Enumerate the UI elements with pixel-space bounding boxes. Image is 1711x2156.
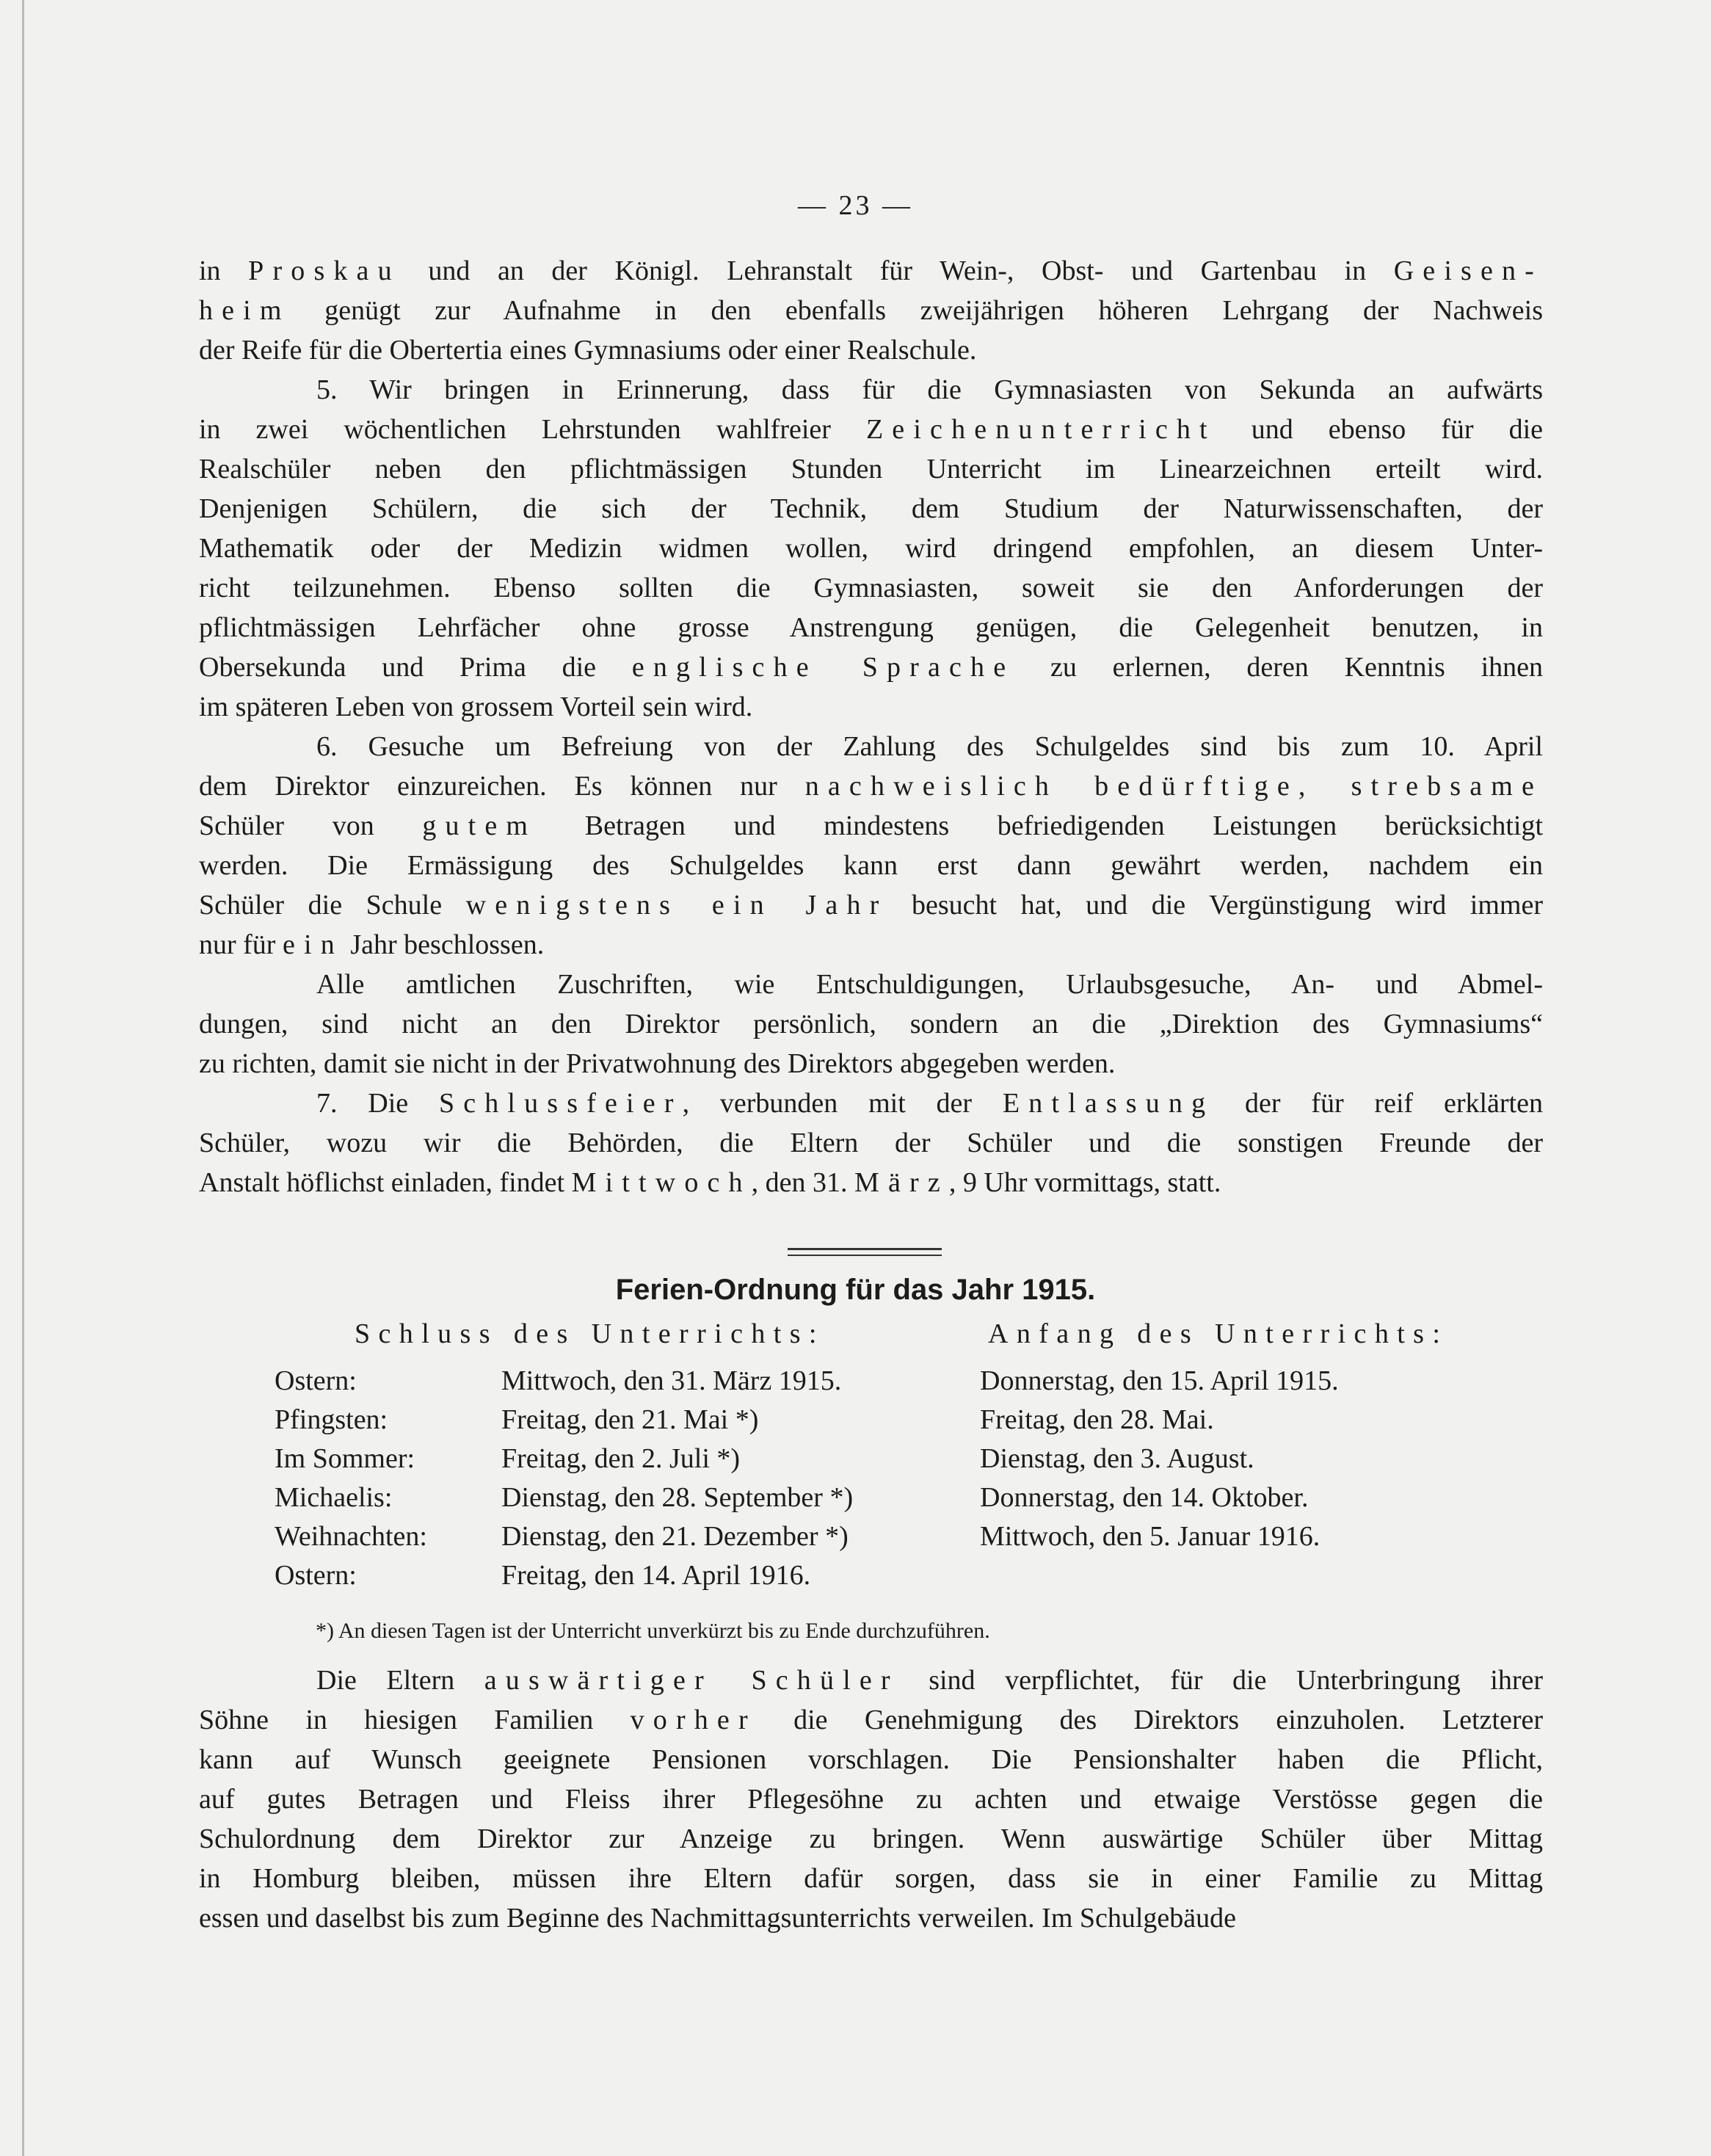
text-segment: Schulordnung dem Direktor zur Anzeige zu bringen. Wenn auswärtige Schüler über Mittag [199,1823,1543,1854]
text-segment: Betragen und mindestens befriedigenden Leistungen berücksichtigt [537,810,1543,841]
text-segment: nur für [199,929,283,960]
text-line [199,1819,1543,1859]
end-date: Freitag, den 2. Juli *) [501,1443,741,1474]
text-segment: in zwei wöchentlichen Lehrstunden wahlfreier [199,414,866,445]
text-segment: 7. Die [316,1088,439,1119]
text-segment: und ebenso für die [1216,414,1543,445]
text-segment: Alle amtlichen Zuschriften, wie Entschuldigungen, Urlaubsgesuche, An- und Abmel- [316,969,1543,1000]
end-date: Freitag, den 21. Mai *) [501,1404,759,1435]
text-segment: Schüler die Schule [199,890,466,921]
text-line [199,410,1543,449]
text-line [199,1660,1543,1700]
holiday-name: Michaelis: [275,1482,393,1513]
text-segment: die Genehmigung des Direktors einzuholen. Letzterer [756,1705,1543,1735]
text-segment: 6. Gesuche um Befreiung von der Zahlung des Schulgeldes sind bis zum 10. April [316,731,1543,762]
emphasized-text: ein [282,929,344,960]
emphasized-text: Schlussfeier [438,1088,683,1119]
section-divider [788,1248,942,1256]
text-line [199,330,1543,370]
text-line [199,1740,1543,1779]
emphasized-text: Geisen- [1393,255,1543,286]
end-date: Freitag, den 14. April 1916. [501,1560,811,1591]
text-segment: , den 31. [751,1167,855,1198]
text-line [199,1084,1543,1123]
text-line [199,1044,1543,1084]
text-segment: pflichtmässigen Lehrfächer ohne grosse Anstrengung genügen, die Gelegenheit benutzen, in [199,612,1543,643]
emphasized-text: englische Sprache [631,652,1015,683]
text-segment: Mathematik oder der Medizin widmen wollen, wird dringend empfohlen, an diesem Unter- [199,533,1543,564]
text-line [199,1700,1543,1740]
holiday-table-title: Ferien-Ordnung für das Jahr 1915. [615,1274,1096,1306]
text-segment: Obersekunda und Prima die [199,652,632,683]
text-line [199,925,1543,965]
end-date: Dienstag, den 21. Dezember *) [501,1521,849,1552]
start-date: Dienstag, den 3. August. [980,1443,1254,1474]
emphasized-text: März [854,1167,949,1198]
text-line [199,529,1543,568]
text-segment: der für reif erklärten [1214,1088,1543,1119]
start-date: Donnerstag, den 15. April 1915. [980,1365,1339,1396]
text-line [199,449,1543,489]
text-line [199,1859,1543,1898]
emphasized-text: auswärtiger Schüler [484,1665,899,1696]
text-line [199,291,1543,330]
text-segment: , verbunden mit der [682,1088,1003,1119]
text-line [199,251,1543,291]
text-segment: essen und daselbst bis zum Beginne des Nachmittagsunterrichts verweilen. Im Schulgebäude [199,1903,1237,1934]
text-segment: und an der Königl. Lehranstalt für Wein-, Obst- und Gartenbau in [400,255,1394,286]
text-line [199,1004,1543,1044]
emphasized-text: vorher [630,1705,757,1735]
text-segment: 5. Wir bringen in Erinnerung, dass für die Gymnasiasten von Sekunda an aufwärts [316,374,1543,405]
start-date: Freitag, den 28. Mai. [980,1404,1214,1435]
end-date: Dienstag, den 28. September *) [501,1482,854,1513]
emphasized-text: Entlassung [1002,1088,1215,1119]
text-segment: Schüler, wozu wir die Behörden, die Eltern der Schüler und die sonstigen Freunde der [199,1128,1543,1158]
holiday-name: Im Sommer: [275,1443,415,1474]
start-date: Mittwoch, den 5. Januar 1916. [980,1521,1321,1552]
end-date: Mittwoch, den 31. März 1915. [501,1365,842,1396]
emphasized-text: Zeichenunterricht [865,414,1216,445]
text-segment: der Reife für die Obertertia eines Gymnasiums oder einer Realschule. [199,335,977,366]
text-segment: richt teilzunehmen. Ebenso sollten die Gymnasiasten, soweit sie den Anforderungen der [199,573,1543,603]
text-line [199,766,1543,806]
header-start-of-classes: Anfang des Unterrichts: [988,1318,1449,1349]
holiday-name: Ostern: [275,1560,357,1591]
emphasized-text: Proskau [248,255,401,286]
text-segment: Söhne in hiesigen Familien [199,1705,631,1735]
text-segment: Denjenigen Schülern, die sich der Technik, dem Studium der Naturwissenschaften, der [199,493,1543,524]
text-line [199,647,1543,687]
emphasized-text: Mittwoch [571,1167,752,1198]
header-end-of-classes: Schluss des Unterrichts: [355,1318,825,1349]
scan-page-edge [22,0,24,2156]
text-line [199,489,1543,529]
text-segment: in [199,255,249,286]
text-segment: Anstalt höflichst einladen, findet [199,1167,572,1198]
text-line [199,1779,1543,1819]
text-segment: auf gutes Betragen und Fleiss ihrer Pflegesöhne zu achten und etwaige Verstösse gegen die [199,1784,1543,1815]
text-line [199,727,1543,766]
holiday-name: Ostern: [275,1365,357,1396]
text-segment: genügt zur Aufnahme in den ebenfalls zweijährigen höheren Lehrgang der Nachweis [290,295,1543,326]
emphasized-text: heim [199,295,291,326]
text-line [199,687,1543,727]
emphasized-text: gutem [422,810,537,841]
text-segment: Jahr beschlossen. [343,929,545,960]
text-segment: dungen, sind nicht an den Direktor persönlich, sondern an die „Direktion des Gymnasiums“ [199,1009,1543,1039]
text-segment: zu richten, damit sie nicht in der Privatwohnung des Direktors abgegeben werden. [199,1048,1116,1079]
text-line [199,568,1543,608]
text-line [199,370,1543,410]
text-line [199,1123,1543,1163]
footnote: *) An diesen Tagen ist der Unterricht unverkürzt bis zu Ende durchzuführen. [316,1619,990,1643]
text-segment: besucht hat, und die Vergünstigung wird immer [887,890,1543,921]
text-segment: Schüler von [199,810,423,841]
text-line [199,1163,1543,1202]
text-segment: , 9 Uhr vormittags, statt. [948,1167,1221,1198]
text-segment: werden. Die Ermässigung des Schulgeldes kann erst dann gewährt werden, nachdem ein [199,850,1543,881]
emphasized-text: nachweislich bedürftige, strebsame [804,771,1543,802]
text-line [199,846,1543,885]
text-segment: im späteren Leben von grossem Vorteil sein wird. [199,692,753,722]
holiday-name: Pfingsten: [275,1404,388,1435]
text-segment: Die Eltern [316,1665,484,1696]
emphasized-text: wenigstens ein Jahr [465,890,888,921]
text-segment: dem Direktor einzureichen. Es können nur [199,771,805,802]
text-line [199,885,1543,925]
holiday-name: Weihnachten: [275,1521,427,1552]
text-segment: sind verpflichtet, für die Unterbringung ihrer [898,1665,1543,1696]
start-date: Donnerstag, den 14. Oktober. [980,1482,1309,1513]
text-segment: Realschüler neben den pflichtmässigen Stunden Unterricht im Linearzeichnen erteilt wird. [199,454,1543,484]
page-number: — 23 — [798,190,913,221]
text-segment: in Homburg bleiben, müssen ihre Eltern dafür sorgen, dass sie in einer Familie zu Mittag [199,1863,1543,1894]
closing-paragraph [199,1660,1543,1938]
body-text [199,251,1543,1202]
text-line [199,806,1543,846]
text-segment: zu erlernen, deren Kenntnis ihnen [1014,652,1544,683]
text-segment: kann auf Wunsch geeignete Pensionen vorschlagen. Die Pensionshalter haben die Pflicht, [199,1744,1543,1775]
text-line [199,1898,1543,1938]
text-line [199,965,1543,1004]
text-line [199,608,1543,647]
